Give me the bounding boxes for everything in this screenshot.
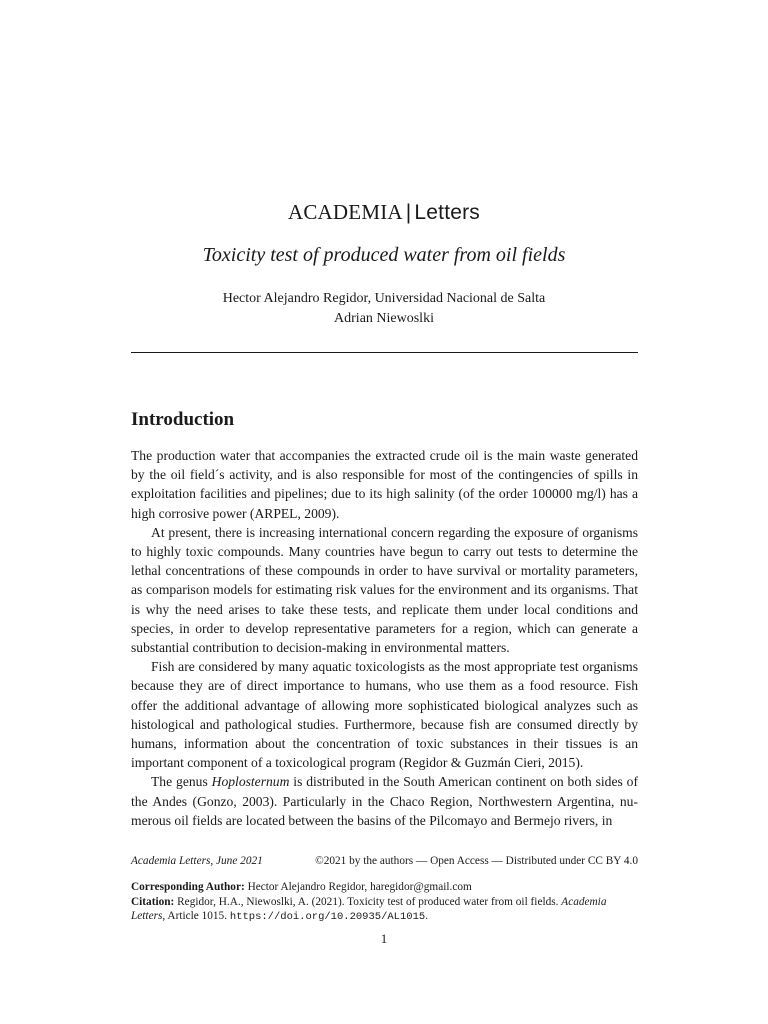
section-heading: Introduction [131, 409, 235, 430]
genus-name: Hoplosternum [211, 774, 290, 790]
paragraph-4 [131, 772, 638, 830]
paragraph-4-rest: is distributed in the South American continent on both sides of the Andes (Gonzo, 2003). Particularly in the Chaco Region, Northwestern Argentina, numerous oil fields are located between the basins of the Pilcomayo and Bermejo rivers, in [131, 774, 638, 828]
corresponding-text: Hector Alejandro Regidor, haregidor@gmail.com [247, 881, 472, 893]
license-notice: ©2021 by the authors — Open Access — Distributed under CC BY 4.0 [315, 855, 638, 867]
journal-brand [0, 199, 768, 226]
citation [131, 895, 638, 925]
citation-label: Citation: [131, 895, 175, 908]
brand-academia: ACADEMIA [287, 200, 403, 224]
article-body [131, 446, 638, 830]
paragraph-1: The production water that accompanies the extracted crude oil is the main waste generated by the oil field´s activity, and is also responsible for most of the contingencies of spills in exploitation facilities and pipelines; due to its high salinity (of the order 100000 mg/l) has a high corrosive power (ARPEL, 2009). [131, 448, 638, 521]
citation-end: . [425, 910, 429, 922]
brand-separator: | [405, 201, 412, 224]
doi-link[interactable]: https://doi.org/10.20935/AL1015 [229, 911, 426, 923]
author-block [0, 289, 768, 329]
citation-journal: Academia Letters [131, 895, 607, 922]
paragraph-4-start: The genus [151, 774, 212, 790]
citation-text: Regidor, H.A., Niewoslki, A. (2021). Toxicity test of produced water from oil fields. [177, 895, 559, 908]
corresponding-author [131, 880, 638, 895]
author-line-1: Hector Alejandro Regidor, Universidad Nacional de Salta [222, 291, 546, 306]
citation-block [131, 880, 638, 925]
article-title: Toxicity test of produced water from oil fields [202, 244, 566, 266]
brand-letters: Letters [414, 201, 481, 224]
corresponding-label: Corresponding Author: [131, 881, 245, 893]
paragraph-3: Fish are considered by many aquatic toxicologists as the most appropriate test organisms because they are of direct importance to humans, who use them as a food resource. Fish offer the additional advantage of allowing more sophisticated biological analyzes such as histological and pathological studies. Furthermore, because fish are consumed directly by humans, information about the concentration of toxic substances in their tissues is an important component of a toxicological program (Regidor & Guzmán Cieri, 2015). [131, 659, 638, 771]
citation-article: , Article 1015. [162, 910, 228, 922]
header-divider [131, 352, 638, 353]
paragraph-2: At present, there is increasing international concern regarding the exposure of organisms to highly toxic compounds. Many countries have begun to carry out tests to determine the lethal concentrations of these compounds in order to have survival or mortality parameters, as comparison models for estimating risk values for the environment and its organisms. That is why the need arises to take these tests, and replicate them under local conditions and species, in order to develop representative parameters for a region, which can generate a substantial contribution to decision-making in environmental matters. [131, 524, 638, 656]
page-number: 1 [380, 931, 388, 946]
journal-date: Academia Letters, June 2021 [131, 855, 263, 867]
author-line-2: Adrian Niewoslki [334, 311, 434, 326]
